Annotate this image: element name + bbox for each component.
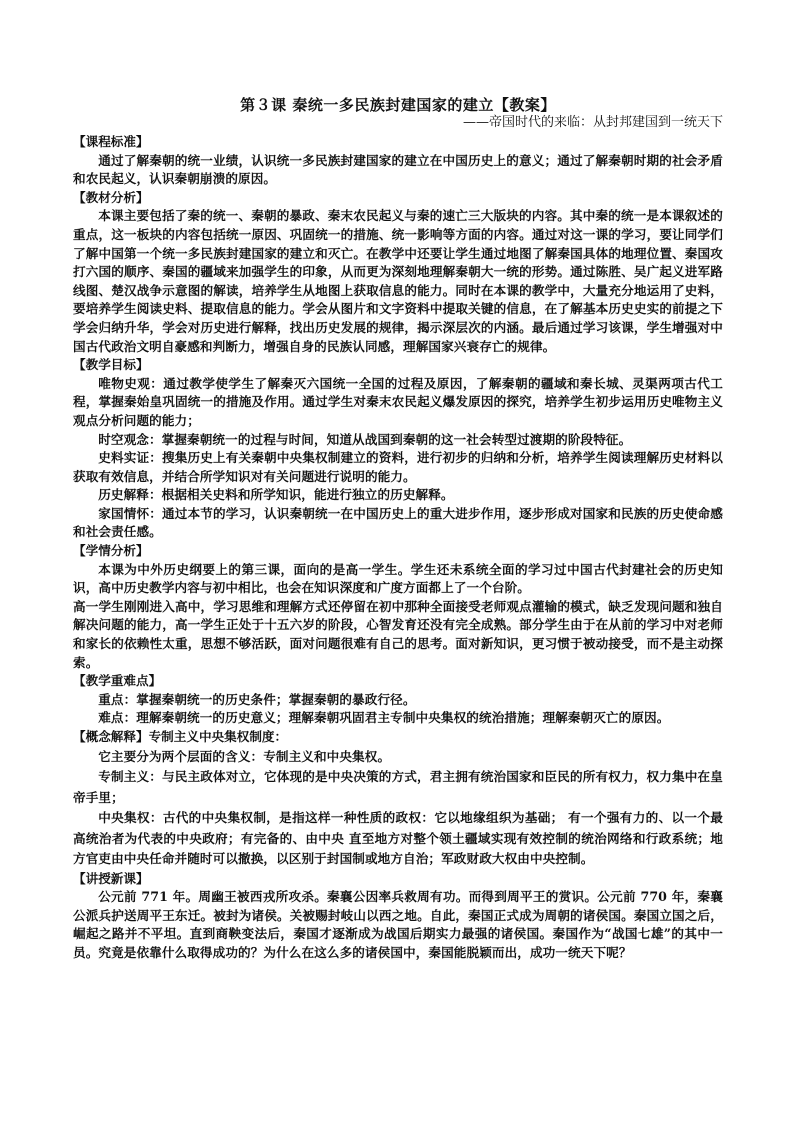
document-page <box>73 96 723 963</box>
goal-patriotism: 家国情怀：通过本节的学习，认识秦朝统一在中国历史上的重大进步作用，逐步形成对国家和民族的历史使命感和社会责任感。 <box>73 505 723 540</box>
heading-concept-explanation: 【概念解释】专制主义中央集权制度： <box>73 729 288 744</box>
goal-historical-materialism: 唯物史观：通过教学使学生了解秦灭六国统一全国的过程及原因，了解秦朝的疆域和秦长城、灵渠两项古代工程，掌握秦始皇巩固统一的措施及作用。通过学生对秦末农民起义爆发原因的探究，培养学生初步运用历史唯物主义观点分析问题的能力； <box>73 375 723 428</box>
learner-analysis-text-2: 高一学生刚刚进入高中，学习思维和理解方式还停留在初中那种全面接受老师观点灌输的模式，缺乏发现问题和独自解决问题的能力，高一学生正处于十五六岁的阶段，心智发育还没有完全成熟。部分学生由于在从前的学习中对老师和家长的依赖性太重，思想不够活跃，面对问题很难有自己的思考。面对新知识，更习惯于被动接受，而不是主动探索。 <box>73 598 723 670</box>
heading-learner-analysis: 【学情分析】 <box>73 543 149 559</box>
key-point-text: 重点：掌握秦朝统一的历史条件；掌握秦朝的暴政行径。 <box>98 691 416 707</box>
concept-centralization-text: 中央集权：古代的中央集权制，是指这样一种性质的政权：它以地缘组织为基础； 有一个强有力的、以一个最高统治者为代表的中央政府；有完备的、由中央 直至地方对整个领土疆域实现有效控制的统治网络和行政系统；地方官吏由中央任命并随时可以撤换，以区别于封国制或地方自治；军政财政大权由中央控制。 <box>73 810 723 867</box>
concept-intro-text: 它主要分为两个层面的含义：专制主义和中央集权。 <box>98 748 391 764</box>
materials-analysis-text: 本课主要包括了秦的统一、秦朝的暴政、秦末农民起义与秦的速亡三大版块的内容。其中秦的统一是本课叙述的重点，这一板块的内容包括统一原因、巩固统一的措施、统一影响等方面的内容。通过对这一课的学习，要让同学们了解中国第一个统一多民族封建国家的建立和灭亡。在教学中还要让学生通过地图了解秦国具体的地理位置、秦国攻打六国的顺序、秦国的疆域来加强学生的印象，从而更为深刻地理解秦朝大一统的形势。通过陈胜、吴广起义进军路线图、楚汉战争示意图的解读，培养学生从地图上获取信息的能力。同时在本课的教学中，大量充分地运用了史料，要培养学生阅读史料、提取信息的能力。学会从图片和文字资料中提取关键的信息，在了解基本历史史实的前提之下学会归纳升华，学会对历史进行解释，找出历史发展的规律，揭示深层次的内涵。最后通过学习该课，学生增强对中国古代政治文明自豪感和判断力，增强自身的民族认同感，理解国家兴衰存亡的规律。 <box>73 208 723 354</box>
learner-analysis-text-1: 本课为中外历史纲要上的第三课，面向的是高一学生。学生还未系统全面的学习过中国古代封建社会的历史知识，高中历史教学内容与初中相比，也会在知识深度和广度方面都上了一个台阶。 <box>73 561 723 596</box>
heading-teaching-goals: 【教学目标】 <box>73 357 149 373</box>
goal-evidence: 史料实证：搜集历史上有关秦朝中央集权制建立的资料，进行初步的归纳和分析，培养学生阅读理解历史材料以获取有效信息，并结合所学知识对有关问题进行说明的能力。 <box>73 450 723 484</box>
difficult-point-text: 难点：理解秦朝统一的历史意义；理解秦朝巩固君主专制中央集权的统治措施；理解秦朝灭亡的原因。 <box>98 710 670 726</box>
goal-interpretation: 历史解释：根据相关史料和所学知识，能进行独立的历史解释。 <box>98 487 454 503</box>
document-title: 第３课 秦统一多民族封建国家的建立【教案】 <box>240 96 556 114</box>
heading-key-points: 【教学重难点】 <box>73 673 162 689</box>
concept-autocracy-text: 专制主义：与民主政体对立，它体现的是中央决策的方式，君主拥有统治国家和臣民的所有权力，权力集中在皇帝手里； <box>73 769 723 805</box>
goal-space-time: 时空观念：掌握秦朝统一的过程与时间，知道从战国到秦朝的这一社会转型过渡期的阶段特征。 <box>98 431 632 447</box>
document-subtitle: ——帝国时代的来临：从封邦建国到一统天下 <box>462 115 723 130</box>
heading-curriculum-standard: 【课程标准】 <box>73 134 149 149</box>
heading-new-lecture: 【讲授新课】 <box>73 870 149 886</box>
curriculum-standard-text: 通过了解秦朝的统一业绩，认识统一多民族封建国家的建立在中国历史上的意义；通过了解秦朝时期的社会矛盾和农民起义，认识秦朝崩溃的原因。 <box>73 152 723 187</box>
heading-materials-analysis: 【教材分析】 <box>73 189 149 205</box>
new-lecture-text: 公元前 771 年。周幽王被西戎所攻杀。秦襄公因率兵救周有功。而得到周平王的赏识。公元前 770 年，秦襄公派兵护送周平王东迁。被封为诸侯。关被赐封岐山以西之地。自此，秦国正式成为周朝的诸侯国。秦国立国之后，崛起之路并不平坦。直到商鞅变法后，秦国才逐渐成为战国后期实力最强的诸侯国。秦国作为“战国七雄”的其中一员。究竟是依靠什么取得成功的？为什么在这么多的诸侯国中，秦国能脱颖而出，成功一统天下呢？ <box>73 889 723 960</box>
